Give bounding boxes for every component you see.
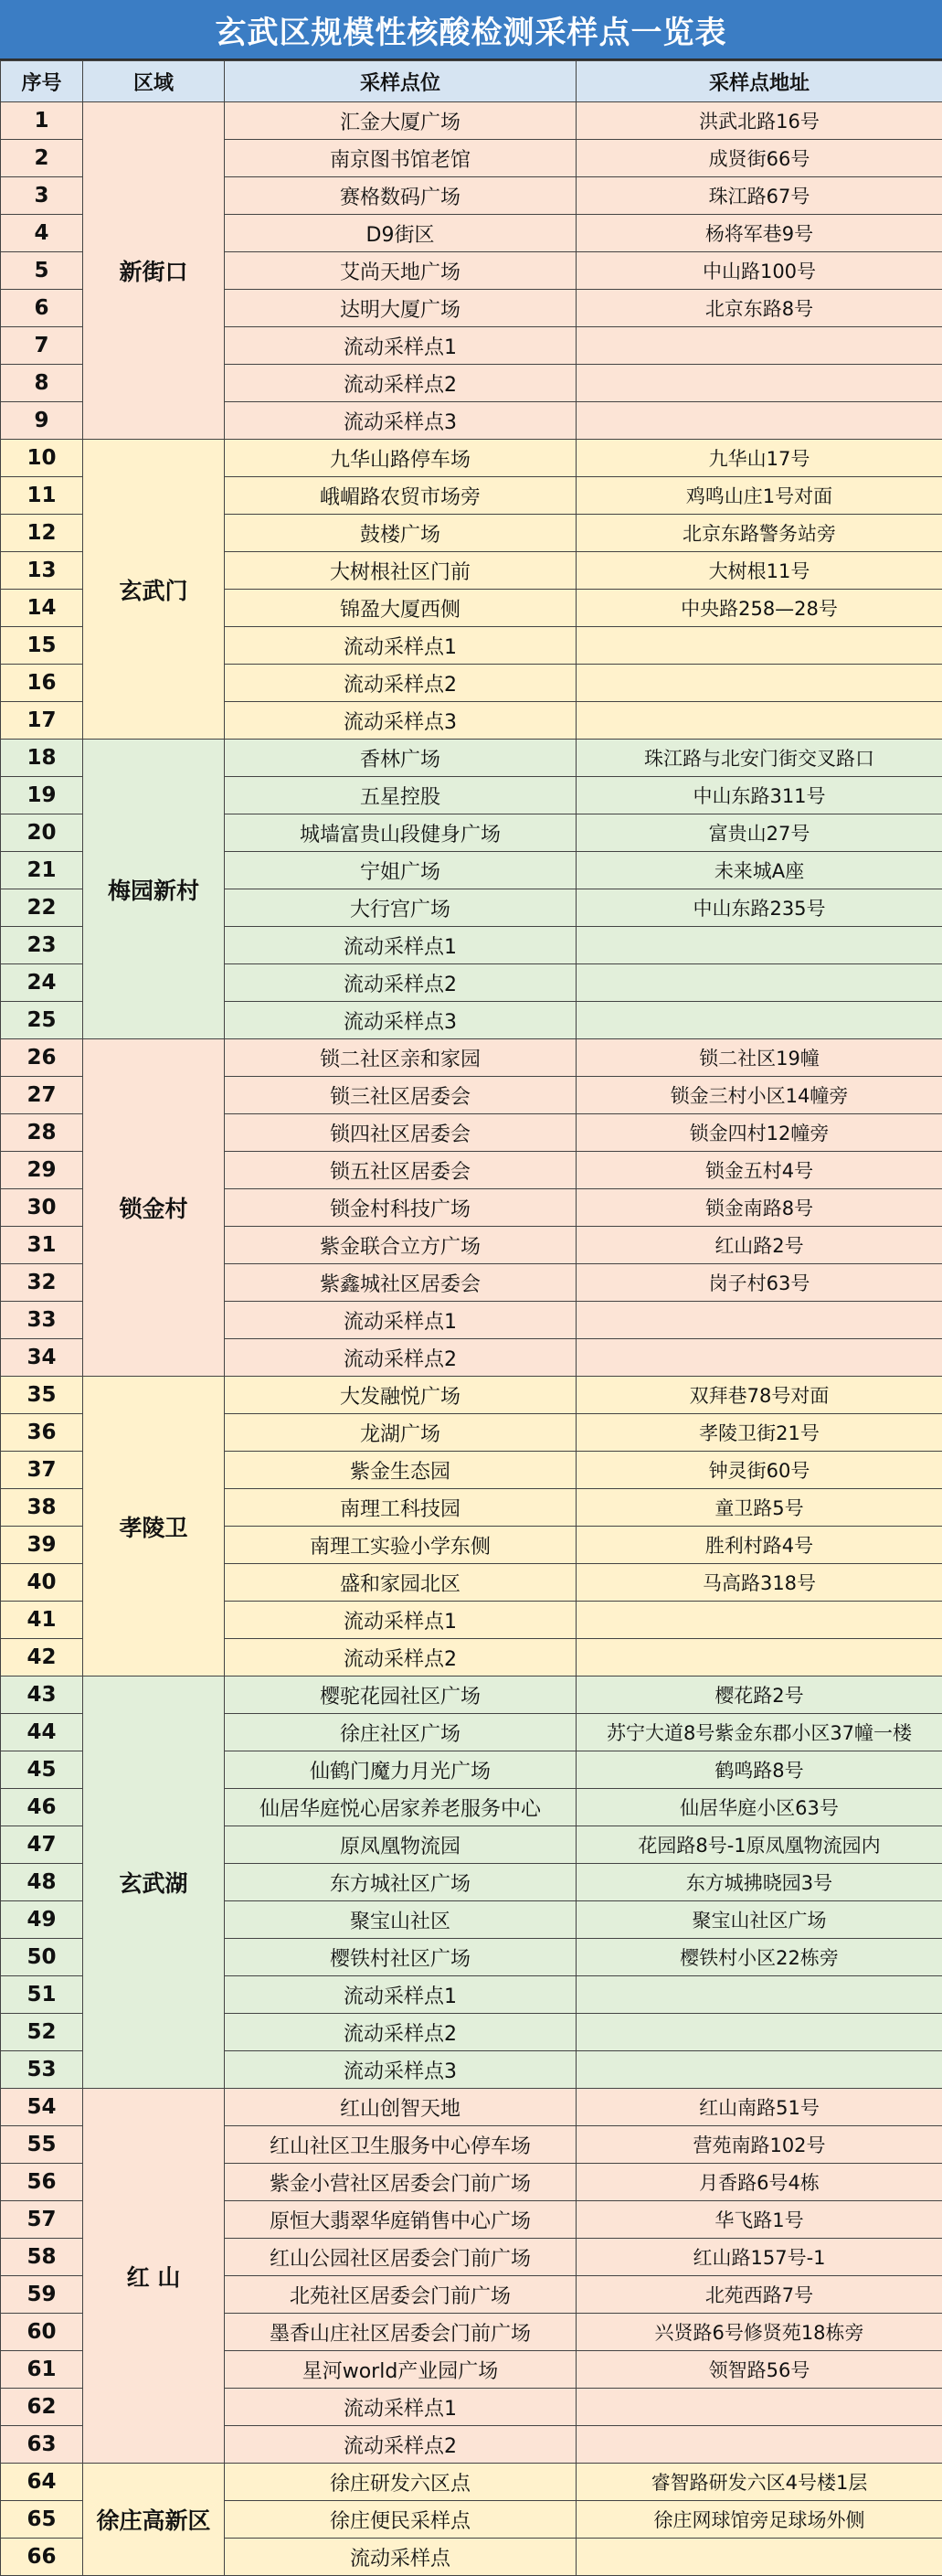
seq-cell: 13 <box>1 552 83 590</box>
table-row <box>1 2089 942 2126</box>
address-cell <box>577 2051 942 2089</box>
seq-cell: 28 <box>1 1114 83 1152</box>
site-cell: 盛和家园北区 <box>225 1564 577 1602</box>
site-cell: 锁五社区居委会 <box>225 1152 577 1189</box>
table-row <box>1 1677 942 1714</box>
seq-cell: 26 <box>1 1039 83 1077</box>
address-cell <box>577 1639 942 1677</box>
site-cell: 红山创智天地 <box>225 2089 577 2126</box>
table-body <box>1 102 942 2576</box>
site-cell: 樱铁村社区广场 <box>225 1939 577 1976</box>
seq-cell: 63 <box>1 2426 83 2464</box>
header-district: 区域 <box>83 61 225 102</box>
address-cell <box>577 1339 942 1377</box>
address-cell <box>577 964 942 1002</box>
seq-cell: 27 <box>1 1077 83 1114</box>
address-cell <box>577 627 942 665</box>
site-cell: 峨嵋路农贸市场旁 <box>225 477 577 515</box>
site-cell: 原凤凰物流园 <box>225 1826 577 1864</box>
site-cell: 紫鑫城社区居委会 <box>225 1264 577 1302</box>
header-seq: 序号 <box>1 61 83 102</box>
site-cell: 大发融悦广场 <box>225 1377 577 1414</box>
address-cell: 兴贤路6号修贤苑18栋旁 <box>577 2314 942 2351</box>
seq-cell: 17 <box>1 702 83 740</box>
site-cell: 龙湖广场 <box>225 1414 577 1452</box>
seq-cell: 55 <box>1 2126 83 2164</box>
address-cell: 双拜巷78号对面 <box>577 1377 942 1414</box>
address-cell: 花园路8号-1原凤凰物流园内 <box>577 1826 942 1864</box>
address-cell: 洪武北路16号 <box>577 102 942 140</box>
seq-cell: 15 <box>1 627 83 665</box>
site-cell: 南京图书馆老馆 <box>225 140 577 177</box>
seq-cell: 36 <box>1 1414 83 1452</box>
seq-cell: 53 <box>1 2051 83 2089</box>
seq-cell: 3 <box>1 177 83 215</box>
seq-cell: 34 <box>1 1339 83 1377</box>
site-cell: 流动采样点3 <box>225 2051 577 2089</box>
seq-cell: 61 <box>1 2351 83 2389</box>
address-cell: 北京东路警务站旁 <box>577 515 942 552</box>
seq-cell: 52 <box>1 2014 83 2051</box>
site-cell: 樱驼花园社区广场 <box>225 1677 577 1714</box>
address-cell: 钟灵街60号 <box>577 1452 942 1489</box>
site-cell: 聚宝山社区 <box>225 1901 577 1939</box>
site-cell: 南理工科技园 <box>225 1489 577 1527</box>
seq-cell: 40 <box>1 1564 83 1602</box>
header-address: 采样点地址 <box>577 61 942 102</box>
address-cell <box>577 402 942 440</box>
site-cell: 流动采样点1 <box>225 1602 577 1639</box>
address-cell: 未来城A座 <box>577 852 942 889</box>
site-cell: 南理工实验小学东侧 <box>225 1527 577 1564</box>
district-cell: 玄武湖 <box>83 1677 225 2089</box>
site-cell: 徐庄研发六区点 <box>225 2464 577 2501</box>
address-cell: 中山路100号 <box>577 252 942 290</box>
seq-cell: 35 <box>1 1377 83 1414</box>
site-cell: 仙鹤门魔力月光广场 <box>225 1751 577 1789</box>
address-cell: 童卫路5号 <box>577 1489 942 1527</box>
seq-cell: 46 <box>1 1789 83 1826</box>
address-cell: 鸡鸣山庄1号对面 <box>577 477 942 515</box>
address-cell: 苏宁大道8号紫金东郡小区37幢一楼 <box>577 1714 942 1751</box>
address-cell: 红山南路51号 <box>577 2089 942 2126</box>
address-cell: 中山东路235号 <box>577 889 942 927</box>
site-cell: 大树根社区门前 <box>225 552 577 590</box>
seq-cell: 23 <box>1 927 83 964</box>
seq-cell: 22 <box>1 889 83 927</box>
seq-cell: 64 <box>1 2464 83 2501</box>
address-cell: 领智路56号 <box>577 2351 942 2389</box>
address-cell: 月香路6号4栋 <box>577 2164 942 2201</box>
seq-cell: 43 <box>1 1677 83 1714</box>
seq-cell: 6 <box>1 290 83 327</box>
seq-cell: 50 <box>1 1939 83 1976</box>
address-cell: 孝陵卫街21号 <box>577 1414 942 1452</box>
site-cell: 大行宫广场 <box>225 889 577 927</box>
district-cell: 玄武门 <box>83 440 225 740</box>
seq-cell: 7 <box>1 327 83 365</box>
seq-cell: 65 <box>1 2501 83 2539</box>
seq-cell: 25 <box>1 1002 83 1039</box>
seq-cell: 48 <box>1 1864 83 1901</box>
site-cell: 流动采样点2 <box>225 1639 577 1677</box>
address-cell: 北京东路8号 <box>577 290 942 327</box>
address-cell: 徐庄网球馆旁足球场外侧 <box>577 2501 942 2539</box>
address-cell: 北苑西路7号 <box>577 2276 942 2314</box>
address-cell <box>577 327 942 365</box>
district-cell: 梅园新村 <box>83 740 225 1039</box>
address-cell: 聚宝山社区广场 <box>577 1901 942 1939</box>
site-cell: 流动采样点2 <box>225 2014 577 2051</box>
table-row <box>1 102 942 140</box>
address-cell <box>577 365 942 402</box>
address-cell: 中央路258—28号 <box>577 590 942 627</box>
address-cell: 中山东路311号 <box>577 777 942 814</box>
site-cell: 徐庄社区广场 <box>225 1714 577 1751</box>
seq-cell: 44 <box>1 1714 83 1751</box>
site-cell: 锁二社区亲和家园 <box>225 1039 577 1077</box>
district-cell: 徐庄高新区 <box>83 2464 225 2576</box>
address-cell <box>577 2539 942 2576</box>
header-row <box>1 61 942 102</box>
table-row <box>1 740 942 777</box>
address-cell <box>577 2426 942 2464</box>
site-cell: 流动采样点2 <box>225 1339 577 1377</box>
address-cell: 华飞路1号 <box>577 2201 942 2239</box>
site-cell: 原恒大翡翠华庭销售中心广场 <box>225 2201 577 2239</box>
address-cell: 红山路2号 <box>577 1227 942 1264</box>
table-title: 玄武区规模性核酸检测采样点一览表 <box>0 0 942 60</box>
site-cell: 仙居华庭悦心居家养老服务中心 <box>225 1789 577 1826</box>
site-cell: 流动采样点 <box>225 2539 577 2576</box>
seq-cell: 14 <box>1 590 83 627</box>
address-cell: 营苑南路102号 <box>577 2126 942 2164</box>
seq-cell: 58 <box>1 2239 83 2276</box>
address-cell: 锁金三村小区14幢旁 <box>577 1077 942 1114</box>
site-cell: 汇金大厦广场 <box>225 102 577 140</box>
address-cell: 锁金四村12幢旁 <box>577 1114 942 1152</box>
site-cell: 锁四社区居委会 <box>225 1114 577 1152</box>
seq-cell: 62 <box>1 2389 83 2426</box>
site-cell: 流动采样点1 <box>225 627 577 665</box>
address-cell: 胜利村路4号 <box>577 1527 942 1564</box>
district-cell: 新街口 <box>83 102 225 440</box>
seq-cell: 21 <box>1 852 83 889</box>
site-cell: 紫金联合立方广场 <box>225 1227 577 1264</box>
address-cell: 鹤鸣路8号 <box>577 1751 942 1789</box>
site-cell: 鼓楼广场 <box>225 515 577 552</box>
site-cell: 北苑社区居委会门前广场 <box>225 2276 577 2314</box>
seq-cell: 30 <box>1 1189 83 1227</box>
site-cell: 红山公园社区居委会门前广场 <box>225 2239 577 2276</box>
address-cell: 九华山17号 <box>577 440 942 477</box>
seq-cell: 51 <box>1 1976 83 2014</box>
site-cell: 流动采样点2 <box>225 964 577 1002</box>
site-cell: 香林广场 <box>225 740 577 777</box>
address-cell <box>577 1976 942 2014</box>
site-cell: 流动采样点3 <box>225 1002 577 1039</box>
site-cell: 红山社区卫生服务中心停车场 <box>225 2126 577 2164</box>
address-cell: 仙居华庭小区63号 <box>577 1789 942 1826</box>
site-cell: 流动采样点3 <box>225 702 577 740</box>
address-cell: 东方城拂晓园3号 <box>577 1864 942 1901</box>
seq-cell: 24 <box>1 964 83 1002</box>
table-row <box>1 1377 942 1414</box>
seq-cell: 38 <box>1 1489 83 1527</box>
address-cell <box>577 702 942 740</box>
address-cell: 杨将军巷9号 <box>577 215 942 252</box>
site-cell: 九华山路停车场 <box>225 440 577 477</box>
site-cell: 紫金生态园 <box>225 1452 577 1489</box>
district-cell: 锁金村 <box>83 1039 225 1377</box>
address-cell: 锁二社区19幢 <box>577 1039 942 1077</box>
address-cell: 大树根11号 <box>577 552 942 590</box>
site-cell: 流动采样点2 <box>225 365 577 402</box>
site-cell: 流动采样点3 <box>225 402 577 440</box>
address-cell <box>577 665 942 702</box>
address-cell: 锁金五村4号 <box>577 1152 942 1189</box>
seq-cell: 57 <box>1 2201 83 2239</box>
seq-cell: 11 <box>1 477 83 515</box>
address-cell: 马高路318号 <box>577 1564 942 1602</box>
seq-cell: 8 <box>1 365 83 402</box>
district-cell: 孝陵卫 <box>83 1377 225 1677</box>
seq-cell: 56 <box>1 2164 83 2201</box>
seq-cell: 19 <box>1 777 83 814</box>
seq-cell: 39 <box>1 1527 83 1564</box>
seq-cell: 60 <box>1 2314 83 2351</box>
address-cell: 富贵山27号 <box>577 814 942 852</box>
site-cell: 紫金小营社区居委会门前广场 <box>225 2164 577 2201</box>
seq-cell: 54 <box>1 2089 83 2126</box>
seq-cell: 59 <box>1 2276 83 2314</box>
address-cell: 岗子村63号 <box>577 1264 942 1302</box>
seq-cell: 1 <box>1 102 83 140</box>
site-cell: 流动采样点2 <box>225 2426 577 2464</box>
address-cell <box>577 1302 942 1339</box>
address-cell: 成贤街66号 <box>577 140 942 177</box>
site-cell: D9街区 <box>225 215 577 252</box>
site-cell: 流动采样点1 <box>225 1976 577 2014</box>
seq-cell: 10 <box>1 440 83 477</box>
table-row <box>1 440 942 477</box>
seq-cell: 41 <box>1 1602 83 1639</box>
site-cell: 墨香山庄社区居委会门前广场 <box>225 2314 577 2351</box>
site-cell: 流动采样点1 <box>225 1302 577 1339</box>
sampling-sites-table <box>0 60 942 2576</box>
district-cell: 红 山 <box>83 2089 225 2464</box>
address-cell <box>577 2014 942 2051</box>
site-cell: 城墙富贵山段健身广场 <box>225 814 577 852</box>
seq-cell: 5 <box>1 252 83 290</box>
seq-cell: 20 <box>1 814 83 852</box>
address-cell: 樱铁村小区22栋旁 <box>577 1939 942 1976</box>
seq-cell: 9 <box>1 402 83 440</box>
seq-cell: 16 <box>1 665 83 702</box>
table-row <box>1 1039 942 1077</box>
address-cell: 珠江路67号 <box>577 177 942 215</box>
site-cell: 五星控股 <box>225 777 577 814</box>
seq-cell: 2 <box>1 140 83 177</box>
seq-cell: 37 <box>1 1452 83 1489</box>
address-cell: 睿智路研发六区4号楼1层 <box>577 2464 942 2501</box>
site-cell: 徐庄便民采样点 <box>225 2501 577 2539</box>
seq-cell: 33 <box>1 1302 83 1339</box>
address-cell <box>577 1602 942 1639</box>
header-site: 采样点位 <box>225 61 577 102</box>
site-cell: 流动采样点2 <box>225 665 577 702</box>
site-cell: 锦盈大厦西侧 <box>225 590 577 627</box>
seq-cell: 31 <box>1 1227 83 1264</box>
site-cell: 流动采样点1 <box>225 927 577 964</box>
address-cell: 红山路157号-1 <box>577 2239 942 2276</box>
seq-cell: 12 <box>1 515 83 552</box>
seq-cell: 66 <box>1 2539 83 2576</box>
site-cell: 流动采样点1 <box>225 2389 577 2426</box>
site-cell: 达明大厦广场 <box>225 290 577 327</box>
address-cell: 樱花路2号 <box>577 1677 942 1714</box>
seq-cell: 29 <box>1 1152 83 1189</box>
seq-cell: 47 <box>1 1826 83 1864</box>
address-cell <box>577 2389 942 2426</box>
address-cell: 锁金南路8号 <box>577 1189 942 1227</box>
site-cell: 锁金村科技广场 <box>225 1189 577 1227</box>
table-row <box>1 2464 942 2501</box>
site-cell: 赛格数码广场 <box>225 177 577 215</box>
seq-cell: 49 <box>1 1901 83 1939</box>
seq-cell: 18 <box>1 740 83 777</box>
seq-cell: 32 <box>1 1264 83 1302</box>
seq-cell: 42 <box>1 1639 83 1677</box>
address-cell: 珠江路与北安门街交叉路口 <box>577 740 942 777</box>
address-cell <box>577 927 942 964</box>
seq-cell: 4 <box>1 215 83 252</box>
site-cell: 星河world产业园广场 <box>225 2351 577 2389</box>
site-cell: 艾尚天地广场 <box>225 252 577 290</box>
seq-cell: 45 <box>1 1751 83 1789</box>
address-cell <box>577 1002 942 1039</box>
site-cell: 锁三社区居委会 <box>225 1077 577 1114</box>
site-cell: 宁姐广场 <box>225 852 577 889</box>
site-cell: 东方城社区广场 <box>225 1864 577 1901</box>
site-cell: 流动采样点1 <box>225 327 577 365</box>
